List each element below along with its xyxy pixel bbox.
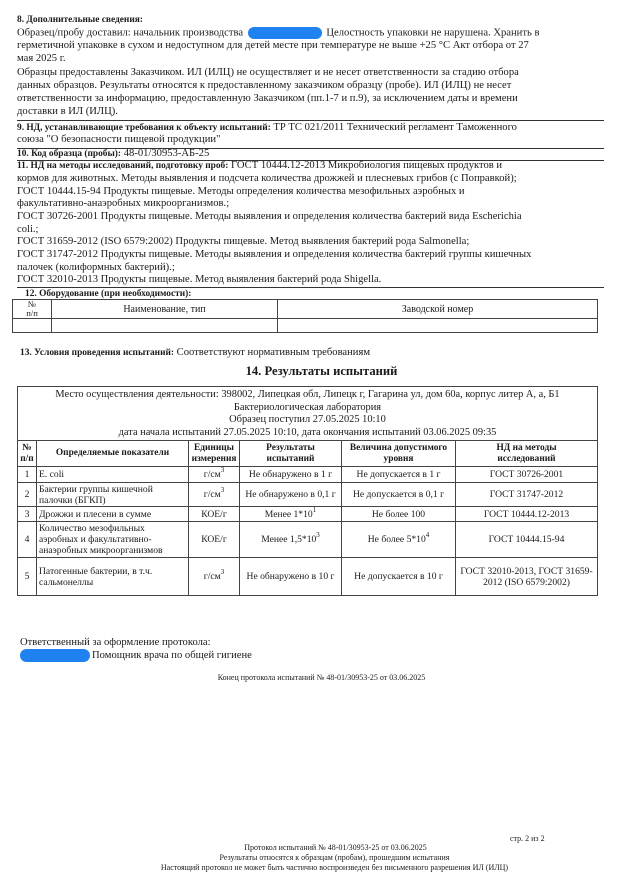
results-title: 14. Результаты испытаний bbox=[245, 364, 398, 378]
unit-exponent: 3 bbox=[220, 568, 225, 577]
row-unit bbox=[189, 467, 240, 483]
section-8-line-5: данных образцов. Результаты относятся к предоставленному заказчиком образцу (пробе). ИЛ (ИЛЦ) не несет bbox=[17, 80, 512, 91]
table-row bbox=[18, 558, 598, 596]
redacted-name bbox=[248, 27, 322, 39]
signer-position: Помощник врача по общей гигиене bbox=[92, 649, 252, 661]
section-11-value-1: ГОСТ 10444.12-2013 Микробиология пищевых продуктов и bbox=[231, 160, 503, 171]
row-result: Не обнаружено в 1 г bbox=[240, 467, 342, 483]
equipment-cell bbox=[52, 319, 278, 333]
unit-text: г/см bbox=[203, 489, 221, 501]
row-method: ГОСТ 30726-2001 bbox=[456, 467, 598, 483]
section-8-line-1 bbox=[17, 27, 539, 40]
redacted-name bbox=[20, 649, 90, 662]
col-number-line-1: № bbox=[27, 299, 37, 309]
section-8-line-4: Образцы предоставлены Заказчиком. ИЛ (ИЛЦ) не осуществляет и не несет ответственности за стадию отбора bbox=[17, 67, 519, 78]
row-norm bbox=[342, 522, 456, 558]
row-norm: Не допускается в 0,1 г bbox=[342, 483, 456, 507]
equipment-col-number bbox=[13, 300, 52, 319]
section-11-line: палочек (колиформных бактерий).; bbox=[17, 261, 175, 273]
delivered-by-text: Образец/пробу доставил: начальник производства bbox=[17, 27, 244, 39]
divider bbox=[17, 287, 604, 288]
section-11-heading: 11. НД на методы исследований, подготовку проб: bbox=[17, 161, 229, 171]
header-result-line-2: испытаний bbox=[266, 453, 315, 464]
header-result bbox=[240, 441, 342, 467]
row-indicator: Дрожжи и плесени в сумме bbox=[37, 507, 189, 522]
header-number-line-2: п/п bbox=[20, 453, 34, 464]
row-unit: КОЕ/г bbox=[189, 507, 240, 522]
row-number: 1 bbox=[18, 467, 37, 483]
table-row bbox=[18, 522, 598, 558]
unit-exponent: 3 bbox=[220, 486, 225, 495]
footer-line-3: Настоящий протокол не может быть частично воспроизведен без письменного разрешения ИЛ (ИЛЦ) bbox=[160, 863, 509, 872]
row-number: 3 bbox=[18, 507, 37, 522]
section-9-heading: 9. НД, устанавливающие требования к объекту испытаний: bbox=[17, 123, 271, 133]
header-result-line-1: Результаты bbox=[266, 442, 315, 453]
equipment-col-name: Наименование, тип bbox=[52, 300, 278, 319]
section-11-line: ГОСТ 31747-2012 Продукты пищевые. Методы выявления и определения количества бактерий группы кишечных bbox=[17, 249, 532, 260]
section-8-heading: 8. Дополнительные сведения: bbox=[17, 15, 143, 25]
packaging-text: Целостность упаковки не нарушена. Хранить в bbox=[326, 27, 540, 39]
section-10 bbox=[17, 148, 209, 160]
equipment-table bbox=[12, 299, 598, 333]
section-13 bbox=[20, 347, 370, 359]
equipment-cell bbox=[278, 319, 598, 333]
header-unit-line-1: Единицы bbox=[194, 442, 234, 453]
norm-exponent: 4 bbox=[425, 531, 430, 540]
header-method-line-1: НД на методы bbox=[496, 442, 557, 453]
header-indicator: Определяемые показатели bbox=[37, 441, 189, 467]
equipment-cell bbox=[13, 319, 52, 333]
section-11 bbox=[17, 160, 502, 172]
section-9-value-1: ТР ТС 021/2011 Технический регламент Таможенного bbox=[273, 122, 517, 133]
sample-received: Образец поступил 27.05.2025 10:10 bbox=[229, 414, 386, 426]
test-conditions: Соответствуют нормативным требованиям bbox=[176, 347, 371, 358]
equipment-col-serial: Заводской номер bbox=[278, 300, 598, 319]
header-method-line-2: исследований bbox=[497, 453, 556, 464]
row-norm: Не допускается в 1 г bbox=[342, 467, 456, 483]
unit-text: г/см bbox=[203, 469, 221, 481]
section-11-line: coli.; bbox=[17, 223, 39, 235]
row-indicator: Количество мезофильных аэробных и факультативно-анаэробных микроорганизмов bbox=[37, 522, 189, 558]
header-norm-line-2: уровня bbox=[383, 453, 414, 464]
footer-line-1: Протокол испытаний № 48-01/30953-25 от 03.06.2025 bbox=[244, 843, 427, 852]
row-indicator: E. coli bbox=[37, 467, 189, 483]
header-number-line-1: № bbox=[22, 442, 32, 453]
header-norm-line-1: Величина допустимого bbox=[349, 442, 448, 453]
section-12-heading: 12. Оборудование (при необходимости): bbox=[25, 289, 192, 299]
signature-label: Ответственный за оформление протокола: bbox=[20, 637, 211, 648]
unit-exponent: 3 bbox=[220, 466, 225, 475]
col-number-line-2: п/п bbox=[26, 308, 38, 318]
row-indicator: Бактерии группы кишечной палочки (БГКП) bbox=[37, 483, 189, 507]
section-11-line: ГОСТ 31659-2012 (ISO 6579:2002) Продукты пищевые. Метод выявления бактерий рода Salmonella; bbox=[17, 236, 470, 247]
row-unit: КОЕ/г bbox=[189, 522, 240, 558]
lab-address: Место осуществления деятельности: 398002, Липецкая обл, Липецк г, Гагарина ул, дом 60а, корпус литер А, а, Б1 bbox=[55, 389, 560, 400]
row-norm: Не допускается в 10 г bbox=[342, 558, 456, 596]
row-result bbox=[240, 507, 342, 522]
section-8-line-3: мая 2025 г. bbox=[17, 53, 66, 64]
test-dates: дата начала испытаний 27.05.2025 10:10, дата окончания испытаний 03.06.2025 09:35 bbox=[118, 426, 497, 438]
end-of-protocol-note: Конец протокола испытаний № 48-01/30953-25 от 03.06.2025 bbox=[217, 673, 426, 682]
results-table bbox=[17, 386, 598, 596]
row-number: 4 bbox=[18, 522, 37, 558]
row-number: 2 bbox=[18, 483, 37, 507]
sample-code: 48-01/30953-АБ-25 bbox=[123, 148, 210, 159]
section-11-line: ГОСТ 32010-2013 Продукты пищевые. Метод выявления бактерий рода Shigella. bbox=[17, 274, 382, 285]
divider bbox=[17, 120, 604, 121]
row-number: 5 bbox=[18, 558, 37, 596]
row-method: ГОСТ 10444.15-94 bbox=[456, 522, 598, 558]
table-row bbox=[18, 483, 598, 507]
result-exponent: 3 bbox=[316, 531, 320, 540]
section-10-heading: 10. Код образца (пробы): bbox=[17, 149, 122, 159]
lab-name: Бактериологическая лаборатория bbox=[233, 401, 382, 413]
section-8-line-7: доставки в ИЛ (ИЛЦ). bbox=[17, 106, 118, 117]
section-11-line: факультативно-анаэробных микроорганизмов.; bbox=[17, 198, 230, 209]
result-text: Менее 1*10 bbox=[264, 508, 313, 520]
table-row bbox=[18, 467, 598, 483]
section-11-line: ГОСТ 10444.15-94 Продукты пищевые. Методы определения количества мезофильных аэробных и bbox=[17, 185, 465, 197]
row-result: Не обнаружено в 10 г bbox=[240, 558, 342, 596]
result-exponent: 1 bbox=[312, 505, 317, 514]
results-info bbox=[18, 387, 598, 441]
footer-line-2: Результаты относятся к образцам (пробам), прошедшим испытания bbox=[219, 853, 450, 862]
section-11-line: кормов для животных. Методы выявления и подсчета количества дрожжей и плесневых грибов (с Поправкой); bbox=[17, 172, 517, 184]
header-number bbox=[18, 441, 37, 467]
row-method: ГОСТ 32010-2013, ГОСТ 31659-2012 (ISO 6579:2002) bbox=[456, 558, 598, 596]
row-method: ГОСТ 31747-2012 bbox=[456, 483, 598, 507]
header-unit-line-2: измерения bbox=[191, 453, 237, 464]
page-number: стр. 2 из 2 bbox=[510, 834, 545, 843]
row-unit bbox=[189, 558, 240, 596]
result-text: Менее 1,5*10 bbox=[261, 534, 317, 546]
norm-text: Не более 5*10 bbox=[367, 534, 426, 546]
table-row bbox=[18, 507, 598, 522]
unit-text: г/см bbox=[203, 571, 221, 583]
section-9 bbox=[17, 122, 517, 134]
header-unit bbox=[189, 441, 240, 467]
section-11-line: ГОСТ 30726-2001 Продукты пищевые. Методы выявления и определения количества бактерий вида Escherichia bbox=[17, 210, 522, 222]
signature-line bbox=[20, 649, 252, 662]
header-norm bbox=[342, 441, 456, 467]
section-13-heading: 13. Условия проведения испытаний: bbox=[20, 348, 174, 358]
row-result: Не обнаружено в 0,1 г bbox=[240, 483, 342, 507]
section-9-value-2: союза "О безопасности пищевой продукции" bbox=[17, 134, 221, 145]
row-method: ГОСТ 10444.12-2013 bbox=[456, 507, 598, 522]
row-result bbox=[240, 522, 342, 558]
row-norm: Не более 100 bbox=[342, 507, 456, 522]
row-indicator: Патогенные бактерии, в т.ч. сальмонеллы bbox=[37, 558, 189, 596]
row-unit bbox=[189, 483, 240, 507]
header-method bbox=[456, 441, 598, 467]
section-8-line-2: герметичной упаковке в сухом и недоступном для детей месте при температуре не выше +25 °С Акт отбора от 27 bbox=[17, 40, 529, 51]
section-8-line-6: ответственности за информацию, предоставленную Заказчиком (пп.1-7 и п.9), за исключением даты и времени bbox=[17, 93, 518, 104]
